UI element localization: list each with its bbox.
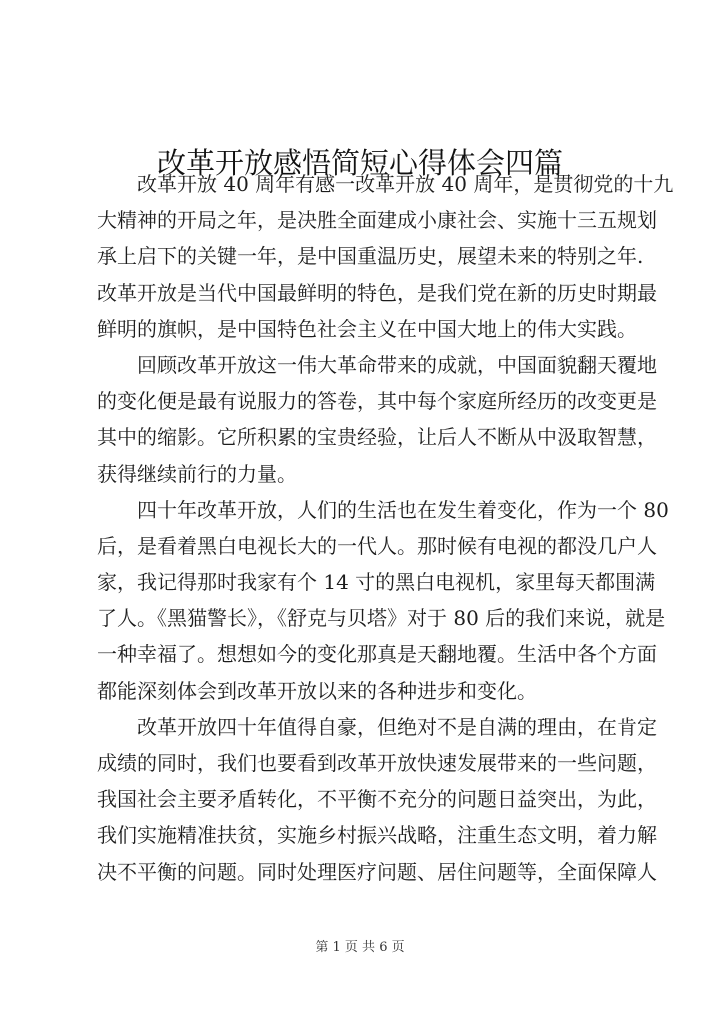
text-line: 改革开放四十年值得自豪，但绝对不是自满的理由，在肯定 [137, 714, 657, 739]
text-line: 成绩的同时，我们也要看到改革开放快速发展带来的一些问题， [97, 751, 657, 775]
text-line: 承上启下的关键一年，是中国重温历史，展望未来的特别之年. [97, 244, 644, 269]
text-line: 大精神的开局之年，是决胜全面建成小康社会、实施十三五规划 [97, 208, 657, 233]
text-line: 决不平衡的问题。同时处理医疗问题、居住问题等，全面保障人 [97, 859, 657, 884]
text-line: 我国社会主要矛盾转化，不平衡不充分的问题日益突出，为此， [97, 787, 657, 812]
text-line: 了人。《黑猫警长》，《舒克与贝塔》对于 80 后的我们来说，就是 [97, 606, 666, 631]
page-footer: 第 1 页 共 6 页 [315, 940, 405, 955]
document-body [97, 166, 674, 890]
text-line: 的变化便是最有说服力的答卷，其中每个家庭所经历的改变更是 [97, 389, 657, 414]
text-line: 改革开放 40 周年有感一改革开放 40 周年，是贯彻党的十九 [137, 172, 674, 196]
text-line: 都能深刻体会到改革开放以来的各种进步和变化。 [97, 678, 537, 703]
text-line: 其中的缩影。它所积累的宝贵经验，让后人不断从中汲取智慧， [97, 425, 657, 450]
text-line: 回顾改革开放这一伟大革命带来的成就，中国面貌翻天覆地 [137, 352, 657, 377]
text-line: 四十年改革开放，人们的生活也在发生着变化，作为一个 80 [137, 497, 669, 522]
text-line: 一种幸福了。想想如今的变化那真是天翻地覆。生活中各个方面 [97, 642, 657, 667]
text-line: 鲜明的旗帜，是中国特色社会主义在中国大地上的伟大实践。 [97, 316, 637, 341]
text-line: 家，我记得那时我家有个 14 寸的黑白电视机，家里每天都围满 [97, 570, 656, 595]
text-line: 后，是看着黑白电视长大的一代人。那时候有电视的都没几户人 [97, 533, 657, 558]
document-title: 改革开放感悟简短心得体会四篇 [156, 146, 563, 181]
text-line: 改革开放是当代中国最鲜明的特色，是我们党在新的历史时期最 [97, 280, 657, 305]
text-line: 我们实施精准扶贫，实施乡村振兴战略，注重生态文明，着力解 [97, 823, 657, 848]
text-line: 获得继续前行的力量。 [97, 461, 297, 486]
